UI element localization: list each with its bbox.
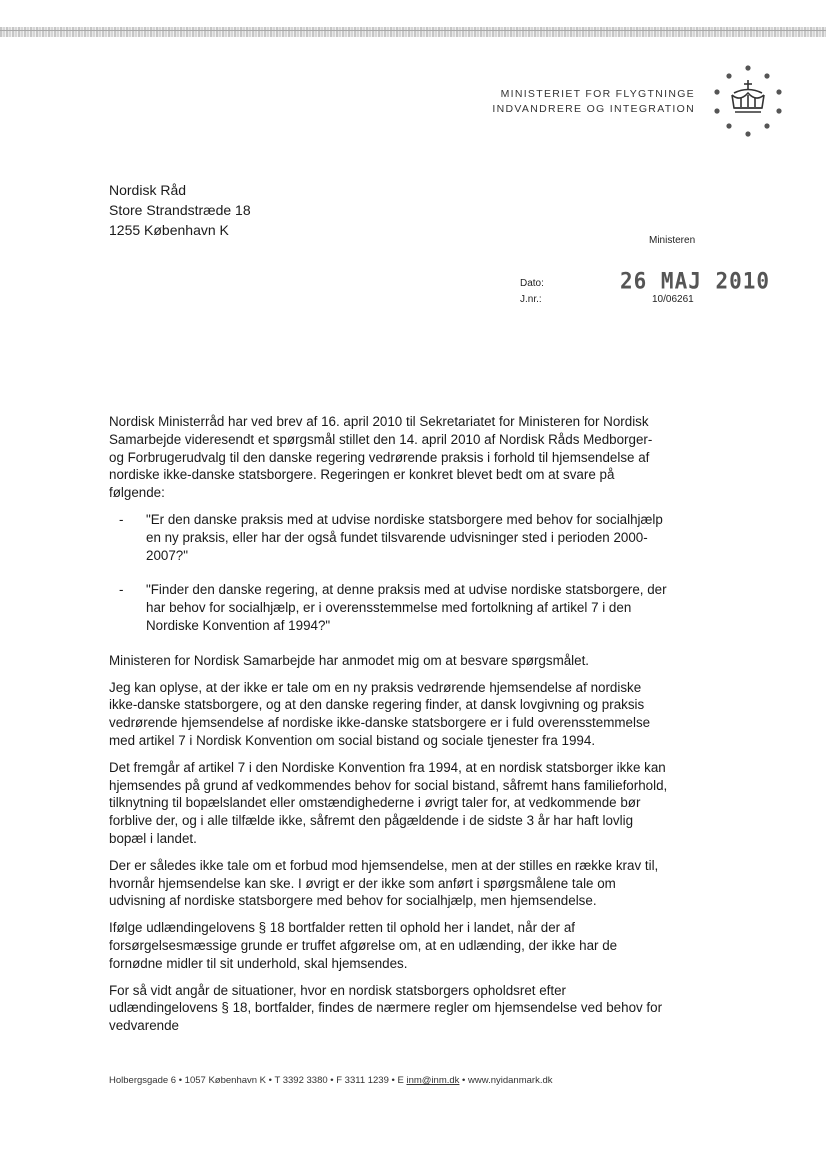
intro-paragraph: Nordisk Ministerråd har ved brev af 16. april 2010 til Sekretariatet for Ministeren for Nordisk Samarbejde videresendt et spørgsmål stillet den 14. april 2010 af Nordisk Råds Medborger- og Forbrugerudvalg til den danske regering vedrørende praksis i forhold til hjemsendelse af nordiske ikke-danske statsborgere. Regeringen er konkret blevet bedt om at svare på følgende:	[109, 414, 653, 501]
paragraph-3: Det fremgår af artikel 7 i den Nordiske Konvention fra 1994, at en nordisk statsborger ikke kan hjemsendes på grund af vedkommendes behov for social bistand, såfremt hans familieforhold, tilknytning til bopælslandet eller omstændighederne i øvrigt taler for, at vedkommende bør forblive der, og i alle tilfælde ikke, såfremt den pågældende i de sidste 3 år har haft lovlig bopæl i landet.	[109, 759, 668, 846]
bullet-dash: -	[119, 511, 124, 527]
scan-artifact-band	[0, 27, 826, 37]
footer	[109, 1075, 553, 1086]
footer-website: • www.nyidanmark.dk	[459, 1075, 553, 1086]
paragraph-1: Ministeren for Nordisk Samarbejde har anmodet mig om at besvare spørgsmålet.	[109, 652, 590, 668]
paragraph-5: Ifølge udlændingelovens § 18 bortfalder retten til ophold her i landet, når der af forsørgelsesmæssige grunde er truffet afgørelse om, at en udlænding, der ikke har de fornødne midler til sit underhold, skal hjemsendes.	[109, 920, 618, 971]
royal-crown-crest-icon	[708, 62, 788, 144]
jnr-value: 10/06261	[652, 294, 694, 305]
footer-email-link[interactable]: inm@inm.dk	[406, 1075, 460, 1086]
paragraph-6: For så vidt angår de situationer, hvor en nordisk statsborgers opholdsret efter udlændingelovens § 18, bortfalder, findes de nærmere regler om hjemsendelse ved behov for vedvarende	[109, 982, 663, 1034]
letter-body	[109, 413, 669, 1044]
question-1: "Er den danske praksis med at udvise nordiske statsborgere med behov for socialhjælp en ny praksis, eller har der også fundet tilsvarende udvisninger sted i perioden 2000-2007?"	[146, 511, 663, 563]
recipient-address	[109, 180, 251, 240]
date-stamp: 26 MAJ 2010	[620, 268, 771, 294]
question-2: "Finder den danske regering, at denne praksis med at udvise nordiske statsborgere, der har behov for socialhjælp, er i overensstemmelse med fortolkning af artikel 7 i den Nordiske Konvention af 1994?"	[146, 582, 667, 633]
jnr-label: J.nr.:	[520, 294, 542, 305]
question-list	[109, 511, 669, 635]
paragraph-4: Der er således ikke tale om et forbud mod hjemsendelse, men at der stilles en række krav til, hvornår hjemsendelse kan ske. I øvrigt er der ikke som anført i spørgsmålene tale om udvisning af nordiske statsborgere med behov for socialhjælp, men hjemsendelse.	[109, 857, 659, 909]
question-item	[109, 511, 669, 564]
question-item	[109, 581, 669, 634]
ministry-name	[470, 87, 695, 117]
footer-address: Holbergsgade 6 • 1057 København K • T 3392 3380 • F 3311 1239 • E	[109, 1075, 407, 1086]
paragraph-2: Jeg kan oplyse, at der ikke er tale om en ny praksis vedrørende hjemsendelse af nordiske ikke-danske statsborgere, og at den danske regering finder, at dansk lovgivning og praksis vedrørende hjemsendelse af nordiske ikke-danske statsborgere er i fuld overensstemmelse med artikel 7 i Nordisk Konvention om social bistand og sociale tjenester fra 1994.	[109, 679, 651, 748]
recipient-name: Nordisk Råd	[109, 182, 187, 198]
ministry-line-2: INDVANDRERE OG INTEGRATION	[492, 103, 695, 115]
sender-label: Ministeren	[649, 235, 696, 246]
date-label: Dato:	[520, 278, 544, 289]
bullet-dash: -	[119, 582, 124, 598]
recipient-city: 1255 København K	[109, 222, 229, 238]
recipient-street: Store Strandstræde 18	[109, 202, 251, 218]
ministry-line-1: MINISTERIET FOR FLYGTNINGE	[500, 88, 695, 100]
